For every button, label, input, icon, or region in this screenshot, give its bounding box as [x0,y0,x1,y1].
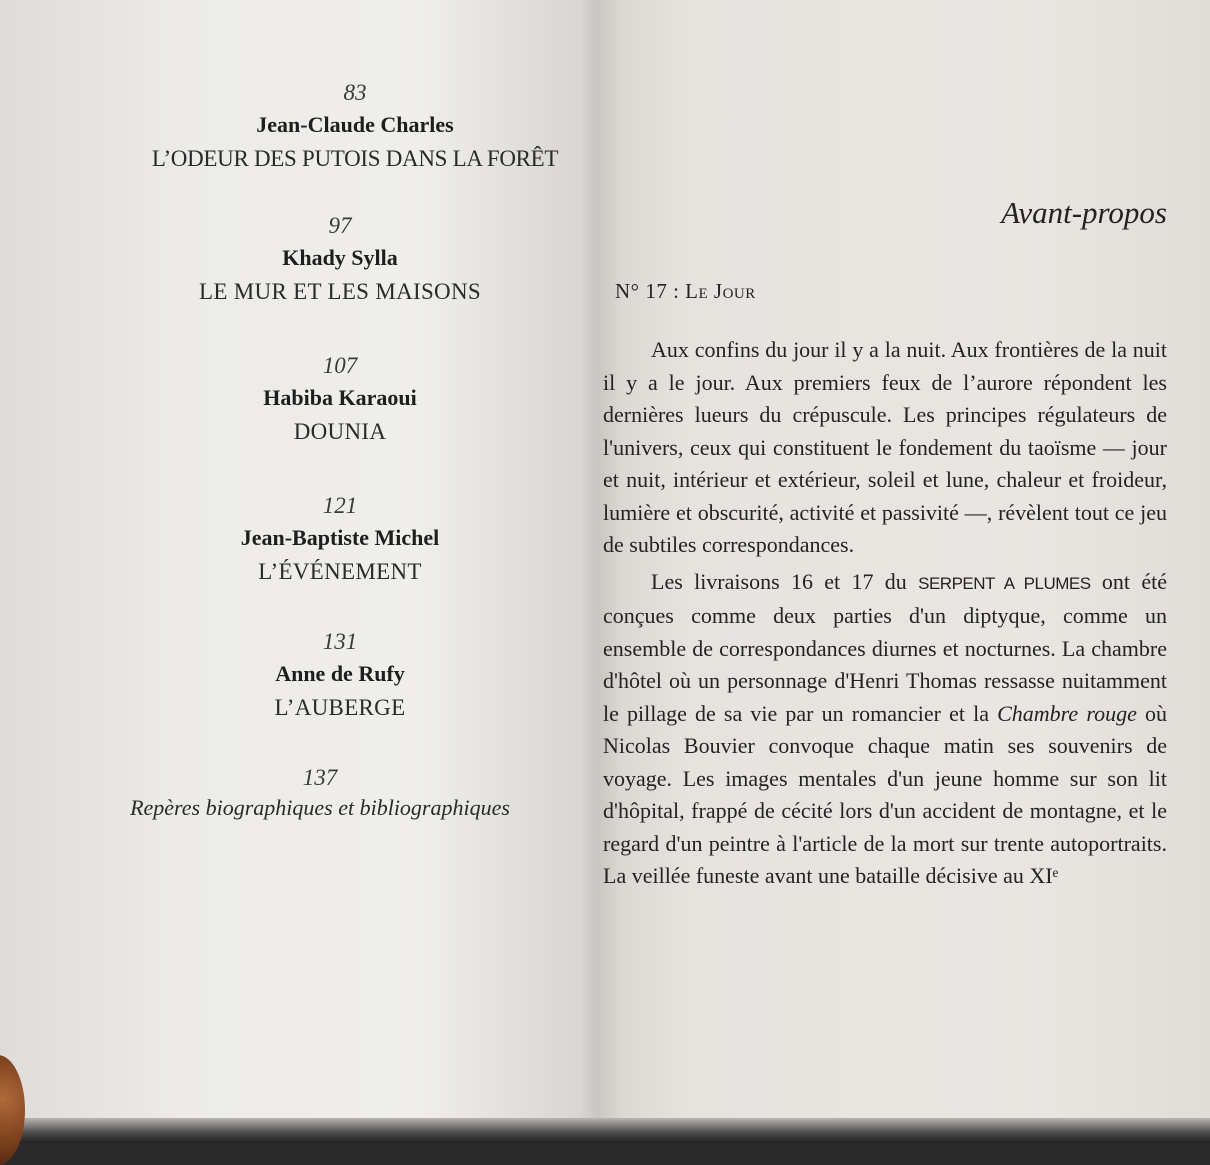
text-run: ont été conçues comme deux parties d'un diptyque, comme un ensemble de correspondances diurnes et nocturnes. La chambre d'hôtel où un personnage d'Henri Thomas ressasse nuitamment le pillage de sa vie par un romancier et la [603,568,1167,726]
section-heading [615,279,1182,304]
toc-title: L’ODEUR DES PUTOIS DANS LA FORÊT [151,146,559,171]
toc-author: Khady Sylla [282,245,398,270]
toc-entry [60,491,620,589]
toc-title: DOUNIA [293,419,387,444]
section-number: N° 17 : [615,279,686,303]
book-title: Chambre rouge [997,700,1137,726]
toc-page-number: 83 [343,80,367,105]
toc-page-number: 121 [322,493,358,518]
toc-entry [60,627,620,725]
toc-title: LE MUR ET LES MAISONS [199,279,481,304]
toc-title: L’ÉVÉNEMENT [258,559,422,584]
toc-entry [60,763,580,823]
toc-page-number: 131 [322,629,358,654]
page-title: Avant-propos [1001,195,1167,230]
toc-author: Jean-Claude Charles [256,112,454,137]
foreword [597,195,1182,897]
toc-entry [60,78,650,176]
toc-entry [60,351,620,449]
toc-title: L’AUBERGE [274,695,406,720]
toc-entry [60,211,620,309]
toc-page-number: 107 [322,353,358,378]
toc-title: Repères biographiques et bibliographiques [130,795,510,820]
section-title: Le Jour [685,279,756,303]
text-run: Les livraisons 16 et 17 du [651,568,919,594]
text-run: où Nicolas Bouvier convoque chaque matin ses souvenirs de voyage. Les images mentales d'un jeune homme sur son lit d'hôpital, frappé de cécité lors d'un accident de montagne, et le regard d'un peintre à l'article de la mort sur trente autoportraits. La veillée funeste avant une bataille décisive au XIᵉ [603,700,1167,888]
paragraph: Aux confins du jour il y a la nuit. Aux frontières de la nuit il y a le jour. Aux premiers feux de l’aurore répondent les dernières lueurs du crépuscule. Les principes régulateurs de l'univers, ceux qui constituent le fondement du taoïsme — jour et nuit, intérieur et extérieur, soleil et lune, chaleur et froideur, lumière et obscurité, activité et passivité —, révèlent tout ce jeu de subtiles correspondances. [603,337,1167,557]
toc-author: Habiba Karaoui [263,385,417,410]
paragraph [597,566,1182,893]
magazine-name: SERPENT A PLUMES [918,573,1091,593]
toc-author: Anne de Rufy [275,661,405,686]
toc-page-number: 97 [328,213,352,238]
toc-page-number: 137 [302,765,338,790]
book-bottom-edge [0,1118,1210,1143]
toc-author: Jean-Baptiste Michel [240,525,440,550]
table-of-contents [60,78,660,823]
